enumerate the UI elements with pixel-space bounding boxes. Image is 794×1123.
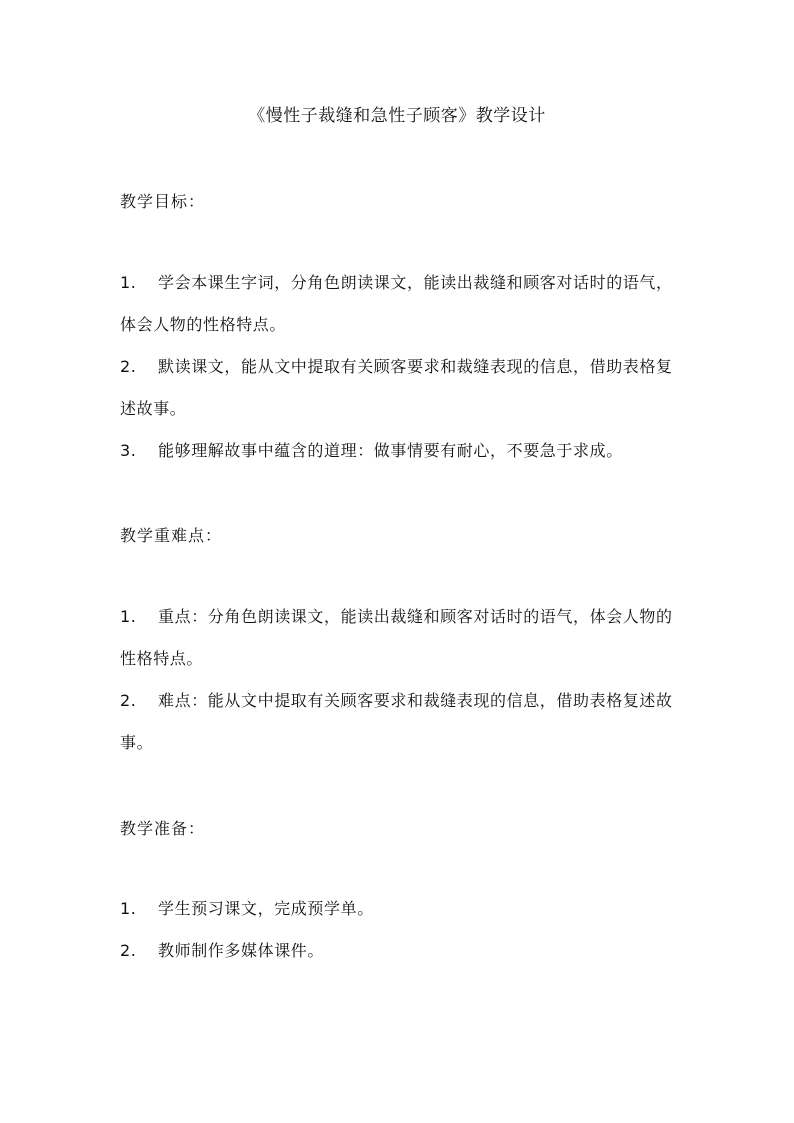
list-item-number: 2. bbox=[120, 357, 137, 376]
list-item-number: 3. bbox=[120, 441, 137, 460]
list-item bbox=[120, 930, 680, 972]
list-item bbox=[120, 430, 680, 472]
section-heading-key-points: 教学重难点： bbox=[120, 526, 223, 545]
list-item bbox=[120, 262, 680, 346]
list-item-text: 学生预习课文，完成预学单。 bbox=[158, 899, 374, 918]
list-item-number: 1. bbox=[120, 899, 137, 918]
list-item bbox=[120, 596, 680, 680]
list-item-number: 1. bbox=[120, 607, 137, 626]
section-heading-objectives: 教学目标： bbox=[120, 192, 206, 211]
list-item-text: 难点：能从文中提取有关顾客要求和裁缝表现的信息，借助表格复述故事。 bbox=[120, 691, 673, 752]
list-item-text: 教师制作多媒体课件。 bbox=[158, 941, 325, 960]
list-item-number: 1. bbox=[120, 273, 137, 292]
list-item-text: 默读课文，能从文中提取有关顾客要求和裁缝表现的信息，借助表格复述故事。 bbox=[120, 357, 673, 418]
list-item bbox=[120, 680, 680, 764]
list-item-text: 重点：分角色朗读课文，能读出裁缝和顾客对话时的语气，体会人物的性格特点。 bbox=[120, 607, 673, 668]
list-item bbox=[120, 888, 680, 930]
list-item bbox=[120, 346, 680, 430]
list-item-number: 2. bbox=[120, 941, 137, 960]
list-item-text: 学会本课生字词，分角色朗读课文，能读出裁缝和顾客对话时的语气，体会人物的性格特点。 bbox=[120, 273, 673, 334]
document-title: 《慢性子裁缝和急性子顾客》教学设计 bbox=[248, 106, 546, 126]
list-item-text: 能够理解故事中蕴含的道理：做事情要有耐心，不要急于求成。 bbox=[158, 441, 623, 460]
section-heading-preparation: 教学准备： bbox=[120, 819, 206, 838]
list-item-number: 2. bbox=[120, 691, 137, 710]
